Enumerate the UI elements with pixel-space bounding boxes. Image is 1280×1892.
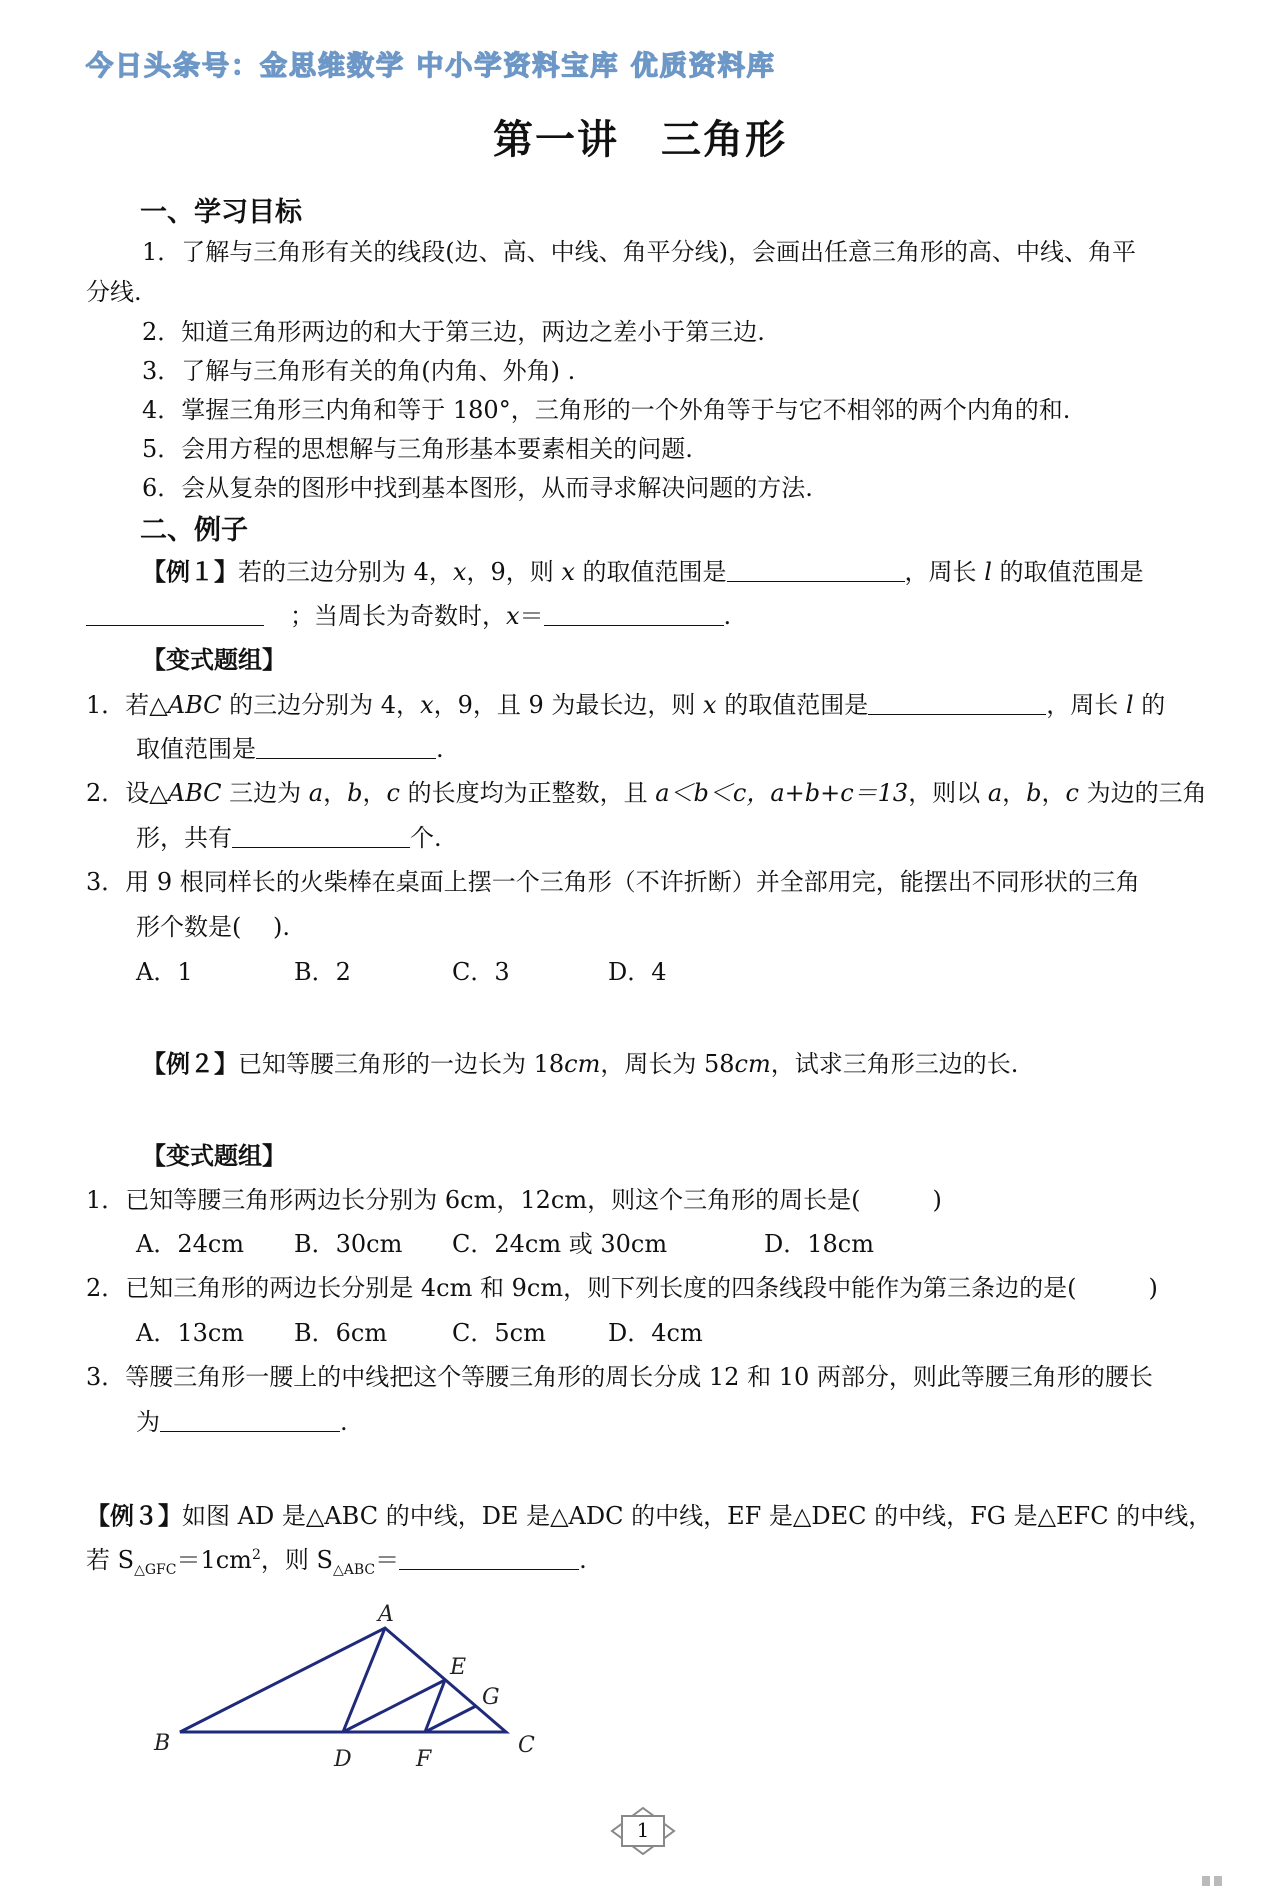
- var-x: x: [452, 558, 467, 586]
- example-2: [142, 1044, 1018, 1079]
- v1-text: 的取值范围是: [716, 691, 869, 719]
- superscript: 2: [251, 1547, 261, 1563]
- v1-text: 为边的三角: [1078, 779, 1207, 807]
- answer-blank[interactable]: [544, 601, 724, 626]
- ex1-text: ，周长: [904, 558, 985, 586]
- subscript: △ABC: [332, 1561, 376, 1578]
- var-l: l: [984, 558, 992, 586]
- option-d[interactable]: D．4: [608, 958, 667, 986]
- goal-item-5: 5．会用方程的思想解与三角形基本要素相关的问题.: [142, 435, 693, 463]
- goal-item-6: 6．会从复杂的图形中找到基本图形，从而寻求解决问题的方法.: [142, 474, 813, 502]
- condition-expression: a＜b＜c，a+b+c＝13: [655, 779, 909, 807]
- variant2-q1: 1．已知等腰三角形两边长分别为 6cm，12cm，则这个三角形的周长是( ): [86, 1186, 942, 1214]
- v1-text: 1．若: [86, 691, 150, 719]
- variant-group-label: 【变式题组】: [142, 1142, 286, 1170]
- variant2-q3-line-2: [136, 1402, 348, 1437]
- section-heading-examples: 二、例子: [140, 515, 248, 546]
- ex3-text: 如图 AD 是△ABC 的中线，DE 是△ADC 的中线，EF 是△DEC 的中线，FG 是△EFC 的中线，: [182, 1502, 1213, 1530]
- median-fg: [425, 1706, 476, 1732]
- var-x: x: [506, 602, 520, 630]
- example-3-tag: 【例３】: [86, 1502, 182, 1530]
- example-1-line-2: [86, 596, 731, 631]
- variant1-q2-line-2: [136, 818, 442, 853]
- var-x: x: [561, 558, 575, 586]
- v1-text: .: [436, 735, 444, 763]
- example-1-line-1: [142, 552, 1144, 587]
- v1-text: 2．设: [86, 779, 150, 807]
- variant1-q1-line-1: [86, 685, 1165, 720]
- v1-text: △: [149, 779, 168, 807]
- median-ef: [425, 1680, 445, 1732]
- option-c[interactable]: C．3: [452, 958, 510, 986]
- ex1-text: ；当周长为奇数时，: [290, 602, 506, 630]
- ex1-text: ＝: [519, 602, 544, 630]
- var-x: x: [420, 691, 434, 719]
- page-title: 第一讲 三角形: [493, 117, 787, 163]
- v1-text: 的: [1133, 691, 1166, 719]
- var-abc: ABC: [167, 779, 222, 807]
- var-a: a: [987, 779, 1003, 807]
- ex3-text: 若 S: [86, 1546, 135, 1574]
- option-d[interactable]: D．18cm: [764, 1230, 874, 1258]
- variant1-q2-line-1: 2．设△ABC 三边为 a，b，c 的长度均为正整数，且 a＜b＜c，a+b+c＝13，则以 a，b，c 为边的三角: [86, 779, 1207, 807]
- ex1-text: .: [723, 602, 732, 630]
- option-a[interactable]: A．13cm: [136, 1319, 245, 1347]
- ex1-text: 若的三边分别为 4，: [238, 558, 453, 586]
- example-3-line-1: [86, 1496, 1212, 1531]
- median-ad: [343, 1628, 385, 1732]
- unit-cm: cm: [734, 1050, 771, 1078]
- answer-blank[interactable]: [256, 734, 436, 759]
- variant1-q3-line-2: 形个数是( ).: [136, 913, 290, 941]
- ex3-text: ，则 S: [260, 1546, 333, 1574]
- v1-text: ，则以: [908, 779, 988, 807]
- median-de: [343, 1680, 445, 1732]
- label-f: F: [416, 1747, 432, 1772]
- option-a[interactable]: A．24cm: [136, 1230, 245, 1258]
- triangle-abc: [180, 1628, 506, 1732]
- goal-item-2: 2．知道三角形两边的和大于第三边，两边之差小于第三边.: [142, 318, 765, 346]
- var-c: c: [1065, 779, 1079, 807]
- label-a: A: [378, 1602, 394, 1627]
- goal-item-4: 4．掌握三角形三内角和等于 180°，三角形的一个外角等于与它不相邻的两个内角的和.: [142, 396, 1071, 424]
- goal-item-3: 3．了解与三角形有关的角(内角、外角) .: [142, 357, 576, 385]
- var-l: l: [1125, 691, 1134, 719]
- page-number: 1: [636, 1818, 650, 1842]
- ex3-text: .: [579, 1546, 587, 1574]
- ex3-text: ＝1cm: [176, 1546, 252, 1574]
- answer-blank[interactable]: [232, 823, 410, 848]
- variant-group-label: 【变式题组】: [142, 646, 286, 674]
- corner-mark-icon: [1200, 1872, 1248, 1890]
- label-d: D: [334, 1747, 352, 1772]
- example-3-line-2: [86, 1540, 587, 1578]
- v2-text: .: [340, 1408, 348, 1436]
- ex3-text: ＝: [375, 1546, 400, 1574]
- var-x: x: [703, 691, 717, 719]
- option-a[interactable]: A．1: [136, 958, 193, 986]
- v1-text: 的三边分别为 4，: [221, 691, 421, 719]
- variant1-q1-line-2: [136, 729, 444, 764]
- v1-text: ，9，且 9 为最长边，则: [433, 691, 704, 719]
- header-banner: 今日头条号：金思维数学 中小学资料宝库 优质资料库: [86, 51, 776, 82]
- v1-text: 个.: [410, 824, 442, 852]
- ex2-text: ，周长为 58: [600, 1050, 735, 1078]
- goal-item-1-cont: 分线.: [86, 278, 142, 306]
- v1-text: 的长度均为正整数，且: [399, 779, 656, 807]
- answer-blank[interactable]: [160, 1407, 340, 1432]
- var-b: b: [1026, 779, 1042, 807]
- option-b[interactable]: B．2: [294, 958, 351, 986]
- ex1-text: ，9，则: [466, 558, 562, 586]
- v1-text: ，周长: [1046, 691, 1126, 719]
- var-a: a: [308, 779, 324, 807]
- variant1-q3-line-1: 3．用 9 根同样长的火柴棒在桌面上摆一个三角形（不许折断）并全部用完，能摆出不同形状的三角: [86, 868, 1140, 896]
- answer-blank[interactable]: [399, 1545, 579, 1570]
- variant2-q2: 2．已知三角形的两边长分别是 4cm 和 9cm，则下列长度的四条线段中能作为第三条边的是( ): [86, 1274, 1158, 1302]
- unit-cm: cm: [564, 1050, 601, 1078]
- section-heading-goals: 一、学习目标: [140, 197, 302, 228]
- label-c: C: [518, 1733, 535, 1758]
- v2-text: 为: [136, 1408, 160, 1436]
- option-d[interactable]: D．4cm: [608, 1319, 703, 1347]
- ex2-text: 已知等腰三角形的一边长为 18: [238, 1050, 565, 1078]
- subscript: △GFC: [134, 1561, 177, 1578]
- answer-blank[interactable]: [727, 557, 905, 582]
- var-b: b: [347, 779, 363, 807]
- option-c[interactable]: C．5cm: [452, 1319, 546, 1347]
- label-g: G: [482, 1685, 500, 1710]
- answer-blank[interactable]: [868, 690, 1046, 715]
- v1-text: 取值范围是: [136, 735, 256, 763]
- ex1-text: 的取值范围是: [991, 558, 1144, 586]
- var-c: c: [386, 779, 400, 807]
- label-e: E: [450, 1655, 467, 1680]
- label-b: B: [154, 1731, 171, 1756]
- example-2-tag: 【例２】: [142, 1050, 238, 1078]
- v1-text: △: [149, 691, 168, 719]
- option-c[interactable]: C．24cm 或 30cm: [452, 1230, 668, 1258]
- option-b[interactable]: B．30cm: [294, 1230, 403, 1258]
- example-1-tag: 【例１】: [142, 558, 238, 586]
- ex1-text: 的取值范围是: [574, 558, 727, 586]
- variant2-q3-line-1: 3．等腰三角形一腰上的中线把这个等腰三角形的周长分成 12 和 10 两部分，则此等腰三角形的腰长: [86, 1363, 1153, 1391]
- var-abc: ABC: [167, 691, 222, 719]
- answer-blank[interactable]: [86, 601, 264, 626]
- ex2-text: ，试求三角形三边的长.: [770, 1050, 1019, 1078]
- v1-text: 三边为: [221, 779, 309, 807]
- goal-item-1: 1．了解与三角形有关的线段(边、高、中线、角平分线)，会画出任意三角形的高、中线、角平: [142, 238, 1136, 266]
- option-b[interactable]: B．6cm: [294, 1319, 388, 1347]
- v1-text: 形，共有: [136, 824, 232, 852]
